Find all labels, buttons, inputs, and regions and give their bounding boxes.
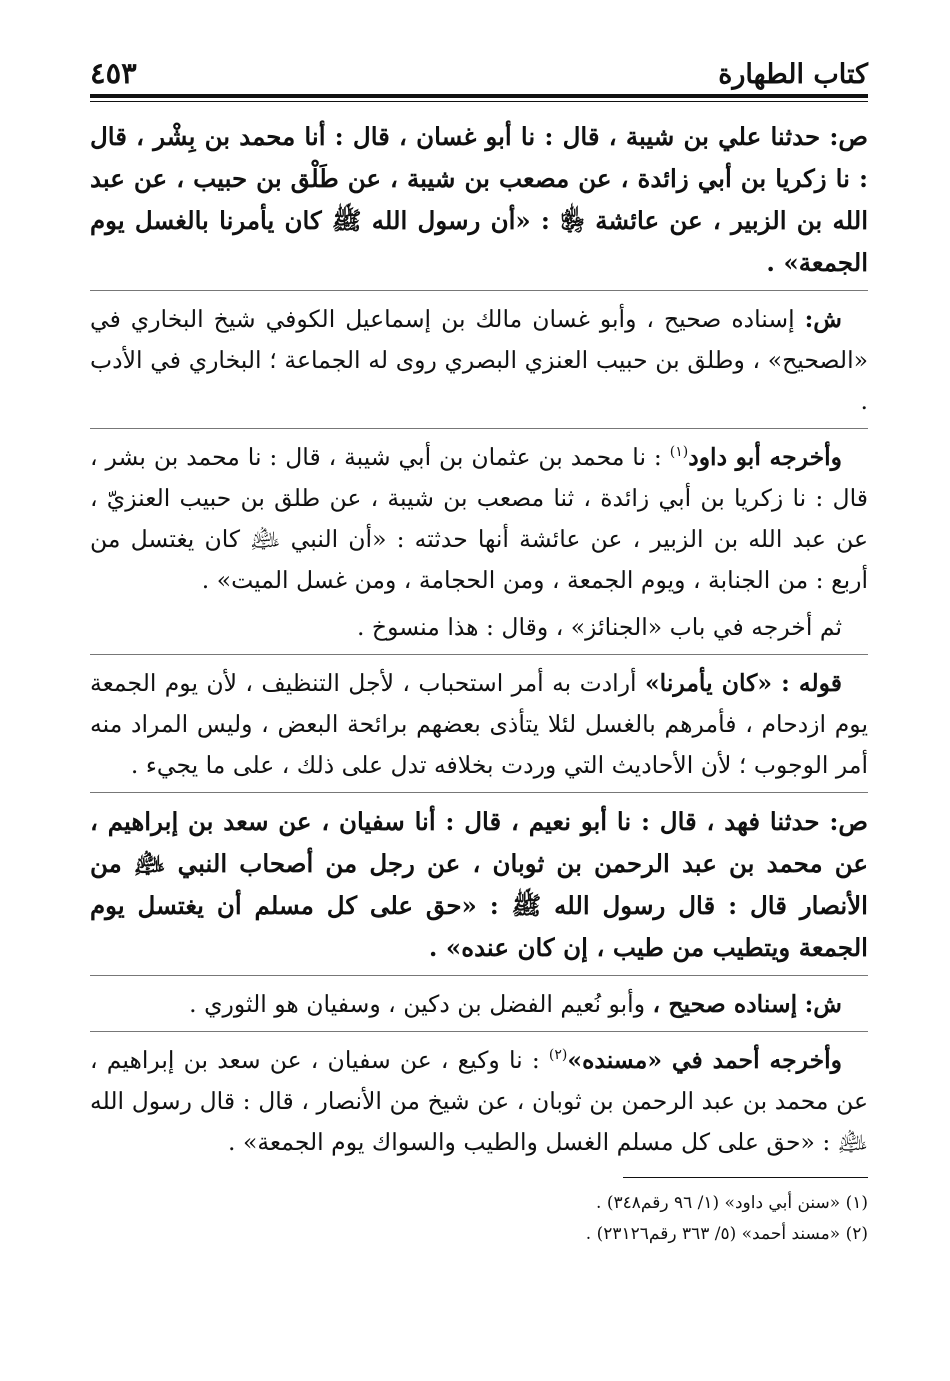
explanation-block xyxy=(90,663,868,786)
footnote: (٢) «مسند أحمد» (٥/ ٣٦٣ رقم٢٣١٢٦) . xyxy=(585,1224,868,1244)
header-rule-thin xyxy=(90,101,868,102)
takhrij-block xyxy=(90,1040,868,1163)
shin-label: ش: xyxy=(804,305,842,333)
section-divider xyxy=(90,1031,868,1032)
hadith-text-block xyxy=(90,116,868,284)
sad-label: ص: xyxy=(829,122,868,151)
book-page xyxy=(90,42,868,1362)
note-paragraph xyxy=(90,607,868,648)
section-divider xyxy=(90,654,868,655)
footnote-rule xyxy=(623,1177,868,1178)
explanation-text: أرادت به أمر استحباب ، لأجل التنظيف ، لأن يوم الجمعة يوم ازدحام ، فأمرهم بالغسل لئلا يتأذى بعضهم برائحة البعض ، وليس المراد منه أمر الوجوب ؛ لأن الأحاديث التي وردت بخلافه تدل على ذلك ، على ما يجيء . xyxy=(90,669,868,779)
footnote: (١) «سنن أبي داود» (١/ ٩٦ رقم٣٤٨) . xyxy=(596,1193,868,1213)
section-divider xyxy=(90,975,868,976)
footnote-ref: (٢) xyxy=(548,1047,568,1064)
hadith-text-block xyxy=(90,801,868,969)
takhrij-lead: وأخرجه أبو داود xyxy=(688,443,842,471)
shin-label: ش: xyxy=(804,990,842,1018)
note-text: ثم أخرجه في باب «الجنائز» ، وقال : هذا منسوخ . xyxy=(356,613,842,641)
page-header xyxy=(90,42,868,90)
takhrij-text: : نا محمد بن عثمان بن أبي شيبة ، قال : نا محمد بن بشر ، قال : نا زكريا بن أبي زائدة ، ثنا مصعب بن شيبة ، عن طلق بن حبيب العنزيّ ، عن عبد الله بن الزبير ، عن عائشة أنها حدثته : «أن النبي ﵇ كان يغتسل من أربع : من الجنابة ، ويوم الجمعة ، ومن الحجامة ، ومن غسل الميت» . xyxy=(90,443,868,594)
sad-label: ص: xyxy=(829,807,868,836)
commentary-block xyxy=(90,984,868,1025)
explanation-lead: قوله : «كان يأمرنا» xyxy=(644,669,842,697)
takhrij-lead: وأخرجه أحمد في «مسنده» xyxy=(567,1046,842,1074)
commentary-lead: إسناده صحيح ، xyxy=(652,990,798,1018)
footnote-ref: (١) xyxy=(669,444,689,461)
header-rule xyxy=(90,94,868,98)
takhrij-text: : نا وكيع ، عن سفيان ، عن سعد بن إبراهيم ، عن محمد بن عبد الرحمن بن ثوبان ، عن شيخ من الأنصار ، قال : قال رسول الله ﵇ : «حق على كل مسلم الغسل والطيب والسواك يوم الجمعة» . xyxy=(90,1046,868,1156)
commentary-text: إسناده صحيح ، وأبو غسان مالك بن إسماعيل الكوفي شيخ البخاري في «الصحيح» ، وطلق بن حبيب العنزي البصري روى له الجماعة ؛ البخاري في الأدب . xyxy=(90,305,868,415)
hadith-text: حدثنا علي بن شيبة ، قال : نا أبو غسان ، قال : أنا محمد بن بِشْر ، قال : نا زكريا بن أبي زائدة ، عن مصعب بن شيبة ، عن طَلْق بن حبيب ، عن عبد الله بن الزبير ، عن عائشة ﵂ : «أن رسول الله ﷺ كان يأمرنا بالغسل يوم الجمعة» . xyxy=(90,122,868,277)
section-divider xyxy=(90,290,868,291)
section-divider xyxy=(90,428,868,429)
commentary-block xyxy=(90,299,868,422)
chapter-title: كتاب الطهارة xyxy=(718,59,868,90)
commentary-text: وأبو نُعيم الفضل بن دكين ، وسفيان هو الثوري . xyxy=(189,990,646,1018)
section-divider xyxy=(90,792,868,793)
takhrij-block xyxy=(90,437,868,601)
page-number: ٤٥٣ xyxy=(90,56,137,90)
page-body xyxy=(90,116,868,1250)
hadith-text: حدثنا فهد ، قال : نا أبو نعيم ، قال : أنا سفيان ، عن سعد بن إبراهيم ، عن محمد بن عبد الرحمن بن ثوبان ، عن رجل من أصحاب النبي ﵇ من الأنصار قال : قال رسول الله ﷺ : «حق على كل مسلم أن يغتسل يوم الجمعة ويتطيب من طيب ، إن كان عنده» . xyxy=(90,807,868,962)
